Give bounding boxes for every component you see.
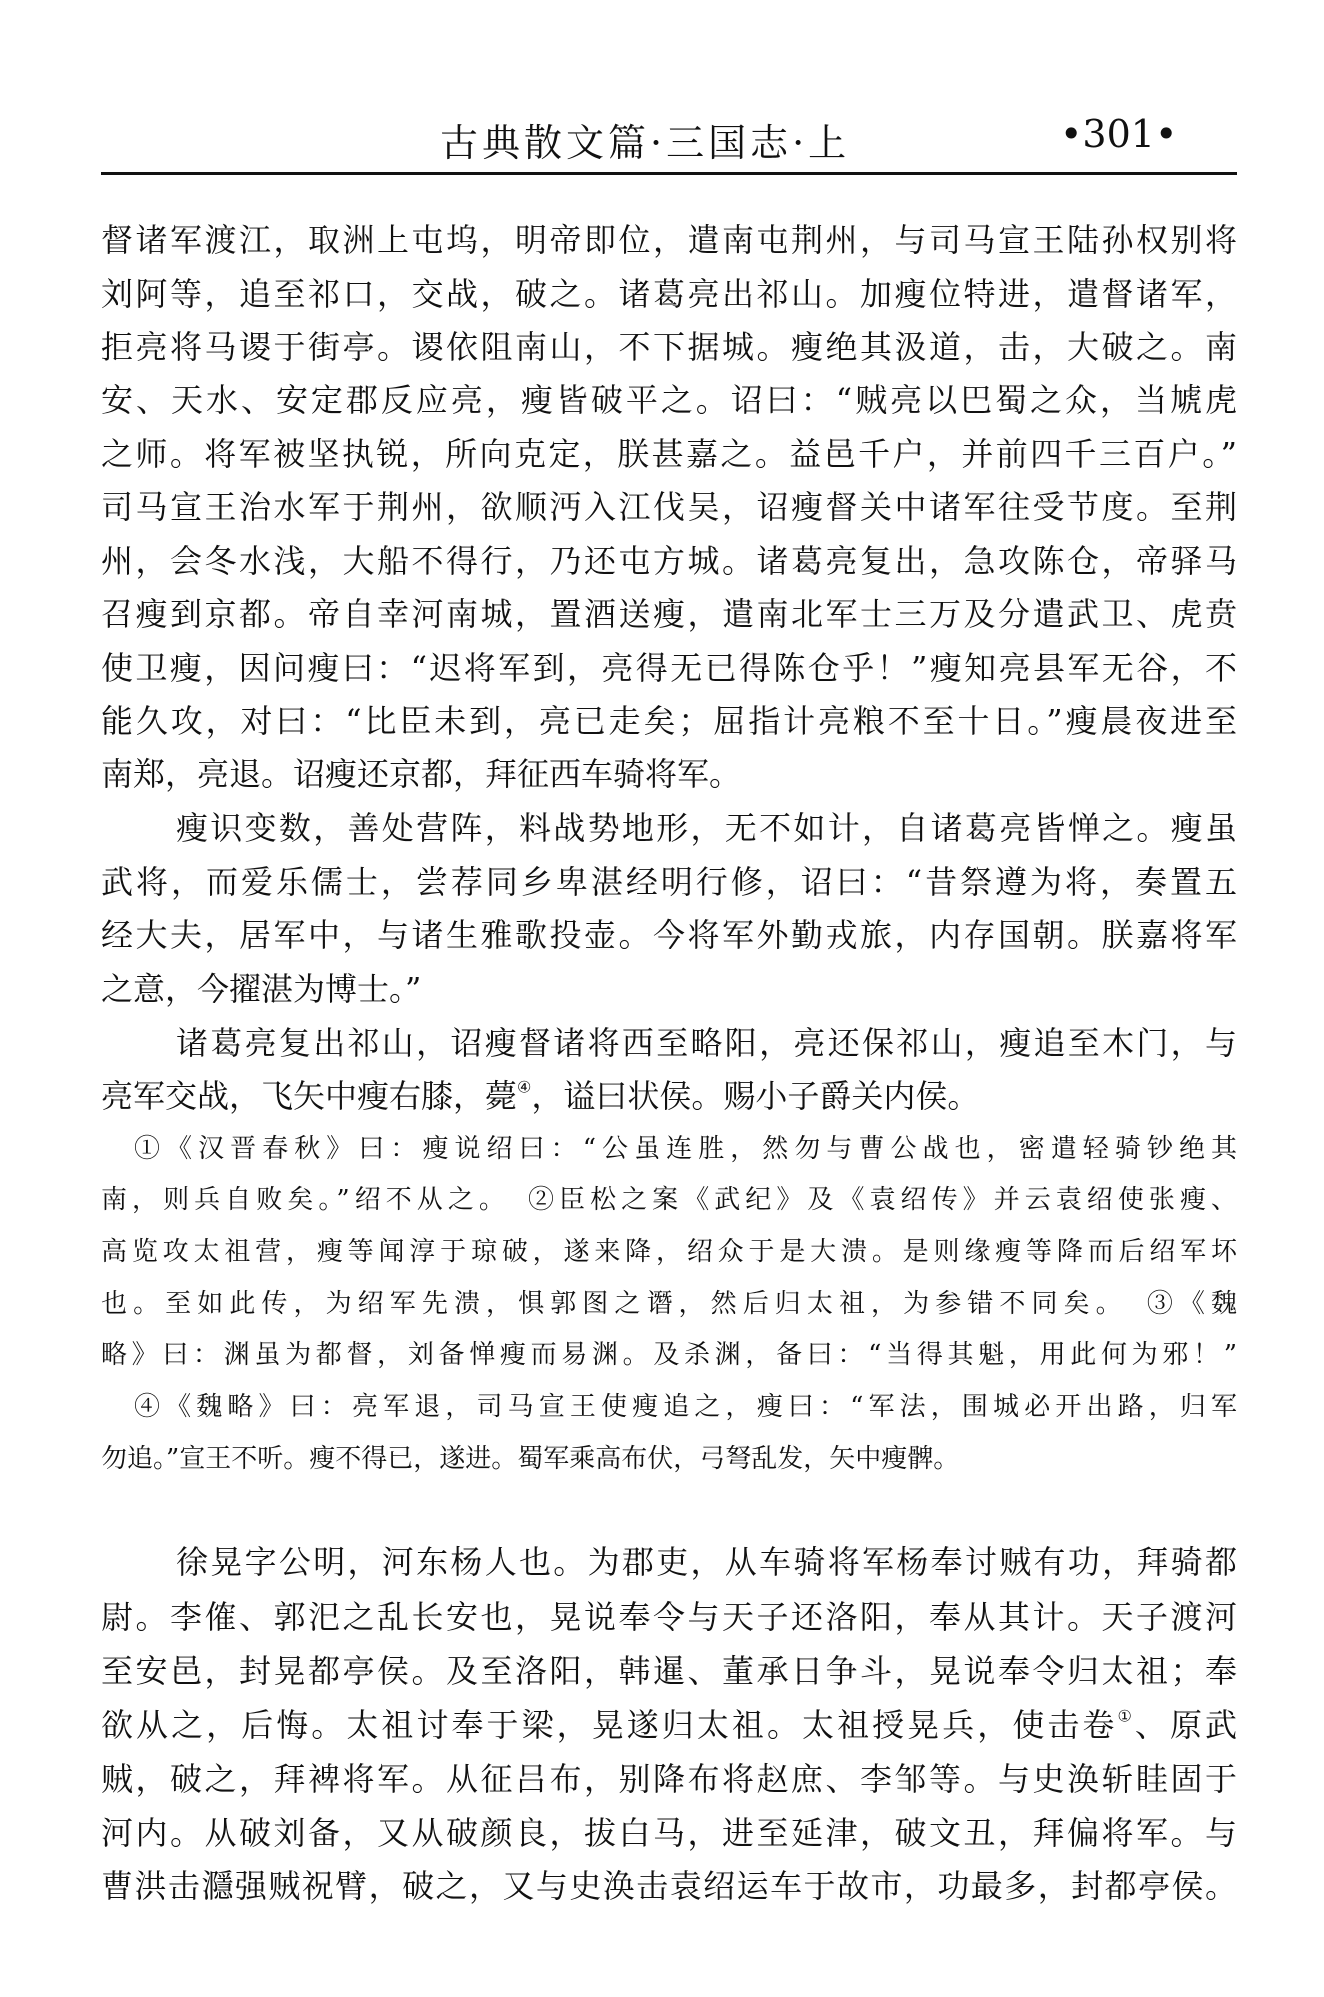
text-line: 安、天水、安定郡反应亮，瘦皆破平之。诏曰：“贼亮以巴蜀之众，当虓虎 bbox=[101, 381, 1237, 419]
text-line: 南郑，亮退。诏瘦还京都，拜征西车骑将军。 bbox=[101, 755, 742, 793]
text-line: 河内。从破刘备，又从破颜良，拔白马，进至延津，破文丑，拜偏将军。与 bbox=[101, 1814, 1237, 1852]
text-segment: 、原武 bbox=[1134, 1706, 1237, 1744]
text-line: 尉。李傕、郭汜之乱长安也，晃说奉令与天子还洛阳，奉从其计。天子渡河 bbox=[101, 1598, 1237, 1636]
text-line: 瘦识变数，善处营阵，料战势地形，无不如计，自诸葛亮皆惮之。瘦虽 bbox=[176, 809, 1237, 847]
text-line: 督诸军渡江，取洲上屯坞，明帝即位，遣南屯荆州，与司马宣王陆孙权别将 bbox=[101, 221, 1237, 259]
text-line: 之意，今擢湛为博士。” bbox=[101, 970, 422, 1008]
header-title: 古典散文篇·三国志·上 bbox=[440, 121, 851, 165]
footnote-line: 高览攻太祖营，瘦等闻淳于琼破，遂来降，绍众于是大溃。是则缘瘦等降而后绍军坏 bbox=[101, 1237, 1237, 1267]
footnote-line: ④《魏略》曰：亮军退，司马宣王使瘦追之，瘦曰：“军法，围城必开出路，归军 bbox=[134, 1392, 1237, 1422]
text-line: 之师。将军被坚执锐，所向克定，朕甚嘉之。益邑千户，并前四千三百户。” bbox=[101, 435, 1237, 473]
footnote-line: 南，则兵自败矣。”绍不从之。 ②臣松之案《武纪》及《袁绍传》并云袁绍使张瘦、 bbox=[101, 1185, 1237, 1215]
text-line: 贼，破之，拜裨将军。从征吕布，别降布将赵庶、李邹等。与史涣斩眭固于 bbox=[101, 1760, 1237, 1798]
footnote-marker[interactable]: ④ bbox=[517, 1077, 532, 1097]
footnote-line: 略》曰：渊虽为都督，刘备惮瘦而易渊。及杀渊，备曰：“当得其魁，用此何为邪！” bbox=[101, 1340, 1237, 1370]
text-line: 拒亮将马谡于街亭。谡依阻南山，不下据城。瘦绝其汲道，击，大破之。南 bbox=[101, 328, 1237, 366]
text-line bbox=[101, 1699, 1237, 1751]
text-line: 曹洪击㶏强贼祝臂，破之，又与史涣击袁绍运车于故市，功最多，封都亭侯。 bbox=[101, 1867, 1237, 1905]
text-line: 刘阿等，追至祁口，交战，破之。诸葛亮出祁山。加瘦位特进，遣督诸军， bbox=[101, 275, 1237, 313]
text-segment: 欲从之，后悔。太祖讨奉于梁，晃遂归太祖。太祖授晃兵，使击卷 bbox=[101, 1706, 1118, 1744]
footnote-line: 也。至如此传，为绍军先溃，惧郭图之谮，然后归太祖，为参错不同矣。 ③《魏 bbox=[101, 1289, 1237, 1319]
text-line: 至安邑，封晃都亭侯。及至洛阳，韩暹、董承日争斗，晃说奉令归太祖；奉 bbox=[101, 1652, 1237, 1690]
text-segment: 亮军交战，飞矢中瘦右膝，薨 bbox=[101, 1077, 518, 1115]
page-number: •301• bbox=[1060, 112, 1178, 156]
text-line bbox=[101, 1070, 1237, 1122]
header-rule bbox=[101, 172, 1237, 175]
text-line: 使卫瘦，因问瘦曰：“迟将军到，亮得无已得陈仓乎！”瘦知亮县军无谷，不 bbox=[101, 649, 1237, 687]
text-line: 经大夫，居军中，与诸生雅歌投壶。今将军外勤戎旅，内存国朝。朕嘉将军 bbox=[101, 916, 1237, 954]
text-line: 州，会冬水浅，大船不得行，乃还屯方城。诸葛亮复出，急攻陈仓，帝驿马 bbox=[101, 542, 1237, 580]
footnote-line: ①《汉晋春秋》曰：瘦说绍曰：“公虽连胜，然勿与曹公战也，密遣轻骑钞绝其 bbox=[134, 1134, 1237, 1164]
text-line: 武将，而爱乐儒士，尝荐同乡卑湛经明行修，诏曰：“昔祭遵为将，奏置五 bbox=[101, 863, 1237, 901]
text-line: 司马宣王治水军于荆州，欲顺沔入江伐吴，诏瘦督关中诸军往受节度。至荆 bbox=[101, 488, 1237, 526]
text-line: 能久攻，对曰：“比臣未到，亮已走矣；屈指计亮粮不至十日。”瘦晨夜进至 bbox=[101, 702, 1237, 740]
text-segment: ，谥曰状侯。赐小子爵关内侯。 bbox=[531, 1077, 980, 1115]
text-line: 召瘦到京都。帝自幸河南城，置酒送瘦，遣南北军士三万及分遣武卫、虎贲 bbox=[101, 595, 1237, 633]
text-line: 徐晃字公明，河东杨人也。为郡吏，从车骑将军杨奉讨贼有功，拜骑都 bbox=[176, 1543, 1237, 1581]
text-line: 诸葛亮复出祁山，诏瘦督诸将西至略阳，亮还保祁山，瘦追至木门，与 bbox=[176, 1024, 1237, 1062]
footnote-line: 勿追。”宣王不听。瘦不得已，遂进。蜀军乘高布伏，弓弩乱发，矢中瘦髀。 bbox=[101, 1444, 960, 1474]
footnote-marker[interactable]: ① bbox=[1117, 1706, 1135, 1726]
